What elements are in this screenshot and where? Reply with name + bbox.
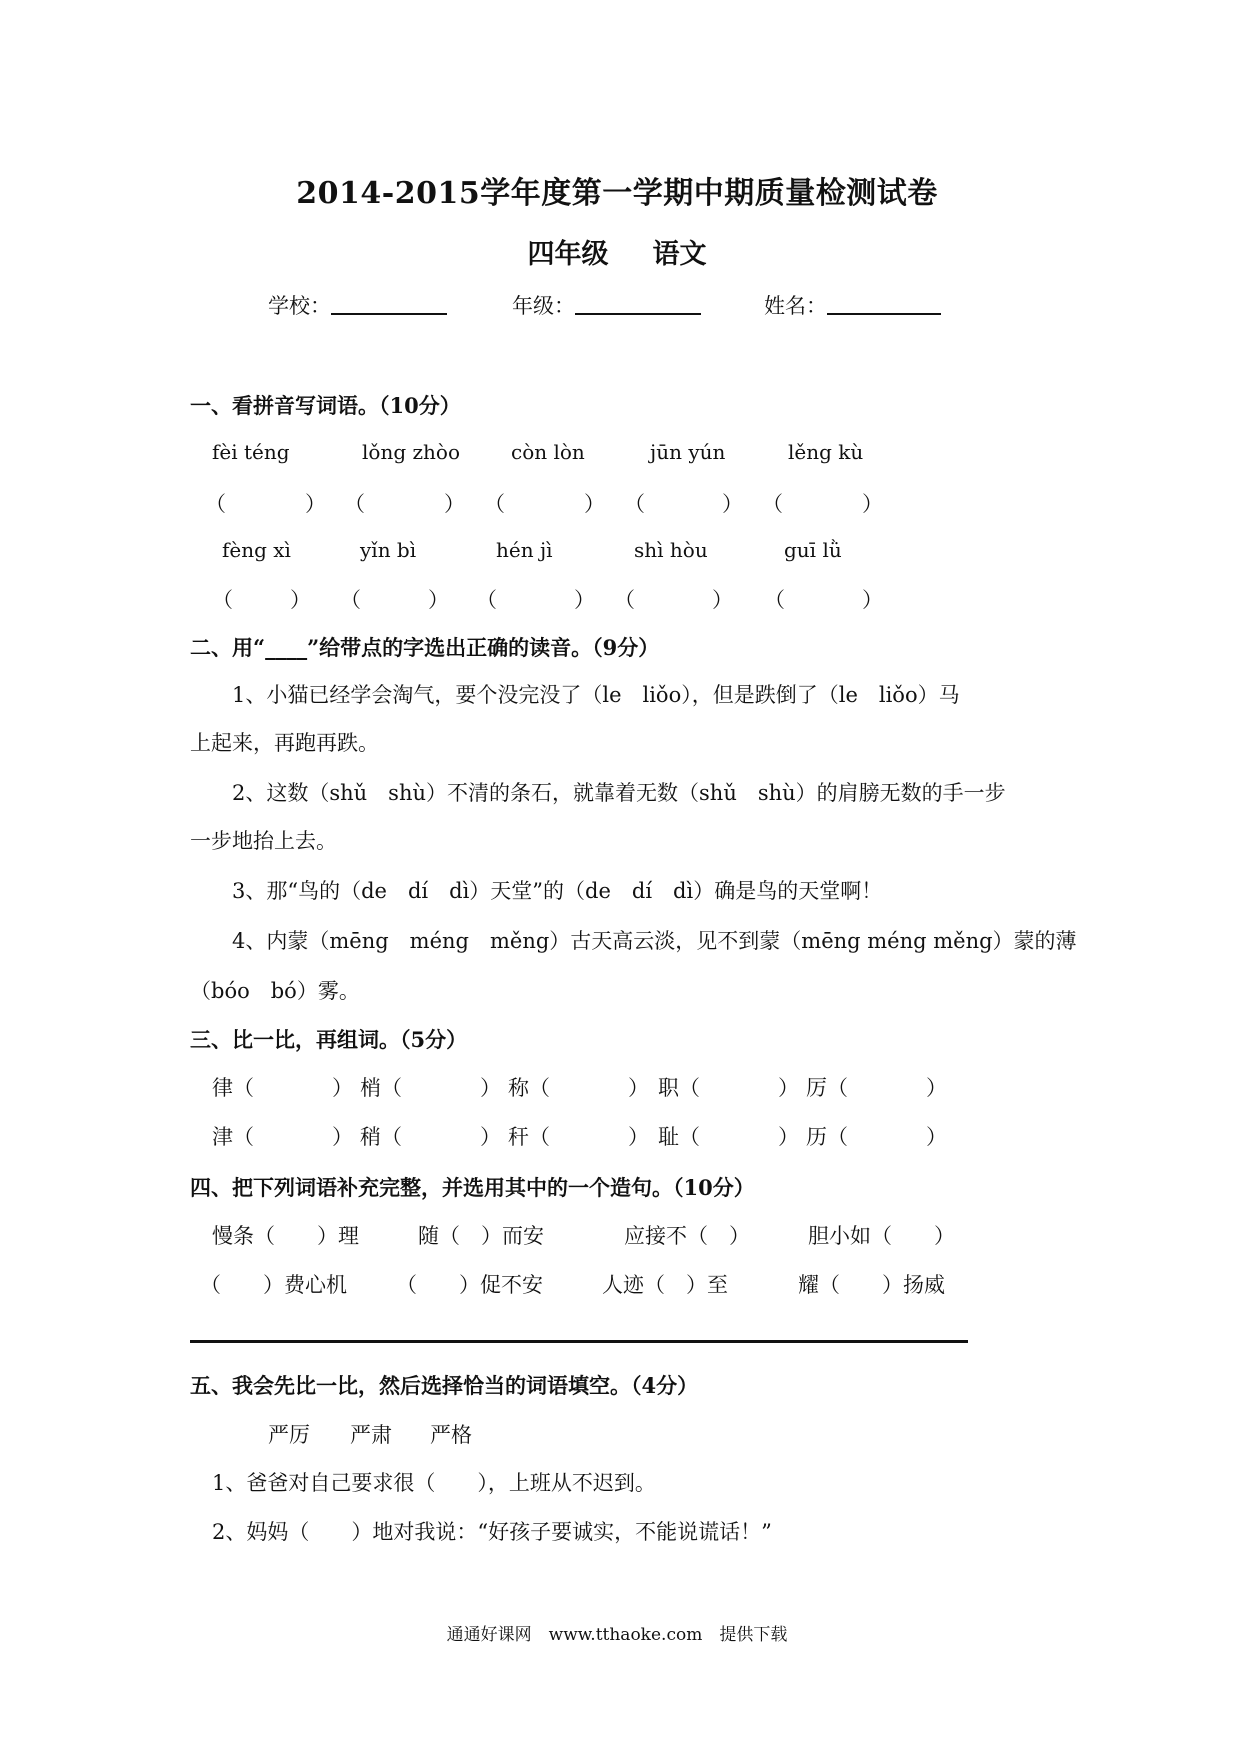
compare-char: 称（ ） [508,1076,649,1100]
grade-label: 四年级 [527,239,609,270]
char: 梢 [360,1076,381,1100]
char: 稍 [360,1125,381,1149]
section-4-heading: 四、把下列词语补充完整，并选用其中的一个造句。（10分） [190,1175,755,1200]
section-5-heading: 五、我会先比一比，然后选择恰当的词语填空。（4分） [190,1373,699,1398]
question-text: 上起来，再跑再跌。 [190,731,379,755]
school-field [268,290,447,320]
section-2-heading: 二、用“____”给带点的字选出正确的读音。（9分） [190,635,660,660]
idiom-item: 耀（ ）扬威 [798,1273,945,1297]
question-text: 2、妈妈（ ）地对我说：“好孩子要诚实，不能说谎话！” [212,1520,772,1544]
char: 历 [806,1125,827,1149]
compare-char: 稍（ ） [360,1125,501,1149]
idiom-item: 随（ ）而安 [418,1224,544,1248]
answer-paren-close: ） [574,588,595,612]
idiom-item: 胆小如（ ） [808,1224,955,1248]
answer-paren-open: （ [484,492,505,516]
pinyin-item: lěng kù [788,440,864,464]
compare-char: 律（ ） [212,1076,353,1100]
section-1-heading: 一、看拼音写词语。（10分） [190,393,461,418]
answer-paren-close: ） [305,492,326,516]
grade-field [512,290,701,320]
pinyin-item: shì hòu [634,538,708,562]
compare-char: 梢（ ） [360,1076,501,1100]
char: 秆 [508,1125,529,1149]
question-text: 4、内蒙（mēng méng měng）古天高云淡，见不到蒙（mēng méng měng）蒙的薄 [232,929,1077,953]
subject-label: 语文 [652,239,707,270]
char: 职 [658,1076,679,1100]
word-option: 严肃 [350,1423,392,1447]
answer-paren-close: ） [862,492,883,516]
question-text: （bóo bó）雾。 [190,979,360,1003]
compare-char: 秆（ ） [508,1125,649,1149]
char: 厉 [806,1076,827,1100]
idiom-item: 应接不（ ） [624,1224,750,1248]
footer-text: 通通好课网 www.tthaoke.com 提供下载 [446,1625,788,1645]
question-text: 1、爸爸对自己要求很（ ），上班从不迟到。 [212,1471,656,1495]
question-text: 3、那“鸟的（de dí dì）天堂”的（de dí dì）确是鸟的天堂啊！ [232,879,883,903]
answer-paren-close: ） [722,492,743,516]
question-text: 一步地抬上去。 [190,829,337,853]
compare-char: 厉（ ） [806,1076,947,1100]
answer-paren-open: （ [614,588,635,612]
char: 称 [508,1076,529,1100]
answer-paren-open: （ [212,588,233,612]
idiom-item: 人迹（ ）至 [602,1273,728,1297]
answer-paren-close: ） [862,588,883,612]
school-label: 学校： [268,294,331,318]
answer-paren-open: （ [340,588,361,612]
answer-paren-close: ） [584,492,605,516]
word-option: 严格 [430,1423,472,1447]
compare-char: 津（ ） [212,1125,353,1149]
pinyin-item: guī lǜ [784,538,842,562]
grade-field-label: 年级： [512,294,575,318]
name-label: 姓名： [764,294,827,318]
answer-paren-close: ） [444,492,465,516]
grade-subject [0,232,1234,271]
school-blank [331,291,447,315]
char: 耻 [658,1125,679,1149]
answer-paren-open: （ [762,492,783,516]
answer-paren-close: ） [290,588,311,612]
grade-blank [575,291,701,315]
name-field [764,290,941,320]
char: 津 [212,1125,233,1149]
compare-char: 职（ ） [658,1076,799,1100]
idiom-item: 慢条（ ）理 [212,1224,359,1248]
pinyin-item: fèng xì [222,538,291,562]
pinyin-item: lǒng zhòo [362,440,460,464]
question-text: 2、这数（shǔ shù）不清的条石，就靠着无数（shǔ shù）的肩膀无数的手一步 [232,781,1006,805]
page-title: 2014-2015学年度第一学期中期质量检测试卷 [296,176,938,211]
answer-paren-open: （ [624,492,645,516]
char: 律 [212,1076,233,1100]
compare-char: 耻（ ） [658,1125,799,1149]
pinyin-item: yǐn bì [360,538,417,562]
pinyin-item: hén jì [496,538,553,562]
section-3-heading: 三、比一比，再组词。（5分） [190,1027,468,1052]
answer-paren-open: （ [344,492,365,516]
pinyin-item: jūn yún [650,440,726,464]
question-text: 1、小猫已经学会淘气，要个没完没了（le liǒo），但是跌倒了（le liǒo）马 [232,683,960,707]
idiom-item: （ ）促不安 [396,1273,543,1297]
answer-line [190,1340,968,1343]
answer-paren-close: ） [712,588,733,612]
compare-char: 历（ ） [806,1125,947,1149]
word-option: 严厉 [268,1423,310,1447]
answer-paren-open: （ [205,492,226,516]
pinyin-item: còn lòn [511,440,585,464]
answer-paren-open: （ [476,588,497,612]
pinyin-item: fèi téng [212,440,290,464]
answer-paren-close: ） [428,588,449,612]
answer-paren-open: （ [764,588,785,612]
idiom-item: （ ）费心机 [200,1273,347,1297]
name-blank [827,291,941,315]
